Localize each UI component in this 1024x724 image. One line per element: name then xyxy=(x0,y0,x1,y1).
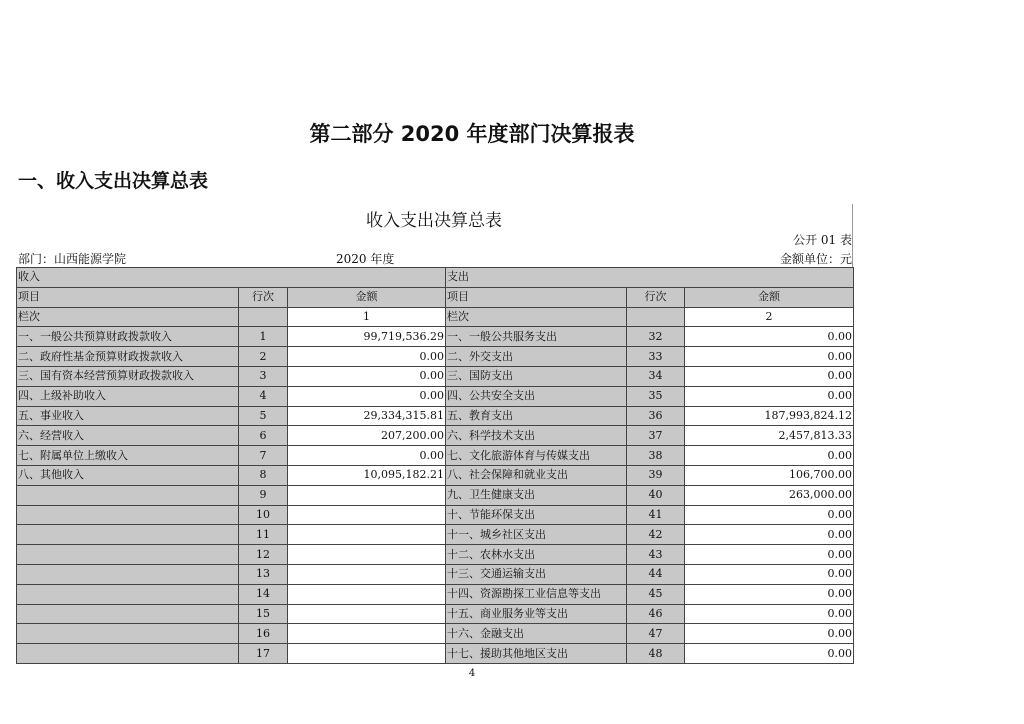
expense-section-header: 支出 xyxy=(446,268,854,288)
expense-amount-cell: 0.00 xyxy=(685,446,854,466)
expense-amount-cell: 0.00 xyxy=(685,386,854,406)
expense-line-cell: 46 xyxy=(627,604,685,624)
expense-line-cell: 48 xyxy=(627,644,685,664)
expense-amount-cell: 0.00 xyxy=(685,644,854,664)
income-line-cell: 2 xyxy=(239,347,288,367)
expense-amount-cell: 0.00 xyxy=(685,505,854,525)
income-item-cell xyxy=(17,545,239,565)
income-item-header: 项目 xyxy=(17,287,239,307)
expense-item-cell: 四、公共安全支出 xyxy=(446,386,627,406)
income-amount-cell xyxy=(288,644,446,664)
expense-line-header: 行次 xyxy=(627,287,685,307)
expense-item-cell: 二、外交支出 xyxy=(446,347,627,367)
income-line-cell: 8 xyxy=(239,465,288,485)
income-line-cell: 13 xyxy=(239,564,288,584)
income-item-cell: 五、事业收入 xyxy=(17,406,239,426)
expense-amount-cell: 2,457,813.33 xyxy=(685,426,854,446)
expense-line-cell: 42 xyxy=(627,525,685,545)
income-lanci-number: 1 xyxy=(288,307,446,327)
expense-amount-header: 金额 xyxy=(685,287,854,307)
expense-line-cell: 44 xyxy=(627,564,685,584)
table-row xyxy=(17,505,854,525)
income-amount-cell xyxy=(288,505,446,525)
expense-item-cell: 十、节能环保支出 xyxy=(446,505,627,525)
income-amount-cell: 10,095,182.21 xyxy=(288,465,446,485)
expense-item-cell: 三、国防支出 xyxy=(446,366,627,386)
income-item-cell: 三、国有资本经营预算财政拨款收入 xyxy=(17,366,239,386)
expense-amount-cell: 263,000.00 xyxy=(685,485,854,505)
income-amount-cell: 207,200.00 xyxy=(288,426,446,446)
income-item-cell: 二、政府性基金预算财政拨款收入 xyxy=(17,347,239,367)
income-item-cell xyxy=(17,505,239,525)
expense-line-cell: 37 xyxy=(627,426,685,446)
expense-line-cell: 36 xyxy=(627,406,685,426)
income-amount-cell: 0.00 xyxy=(288,386,446,406)
section-header-row xyxy=(17,268,854,288)
income-lanci-label: 栏次 xyxy=(17,307,239,327)
table-row xyxy=(17,406,854,426)
amount-unit-label: 金额单位：元 xyxy=(779,252,852,266)
income-amount-cell: 0.00 xyxy=(288,347,446,367)
expense-item-cell: 一、一般公共服务支出 xyxy=(446,327,627,347)
income-line-cell: 7 xyxy=(239,446,288,466)
income-line-cell: 14 xyxy=(239,584,288,604)
table-row xyxy=(17,644,854,664)
expense-amount-cell: 0.00 xyxy=(685,604,854,624)
expense-line-cell: 47 xyxy=(627,624,685,644)
expense-amount-cell: 0.00 xyxy=(685,347,854,367)
expense-item-cell: 十六、金融支出 xyxy=(446,624,627,644)
expense-amount-cell: 0.00 xyxy=(685,564,854,584)
income-line-cell: 3 xyxy=(239,366,288,386)
income-line-cell: 5 xyxy=(239,406,288,426)
income-item-cell: 四、上级补助收入 xyxy=(17,386,239,406)
expense-line-cell: 39 xyxy=(627,465,685,485)
expense-line-cell: 41 xyxy=(627,505,685,525)
income-line-cell: 1 xyxy=(239,327,288,347)
income-item-cell xyxy=(17,604,239,624)
expense-amount-cell: 0.00 xyxy=(685,327,854,347)
table-row xyxy=(17,327,854,347)
income-amount-cell xyxy=(288,525,446,545)
table-row xyxy=(17,584,854,604)
table-row xyxy=(17,446,854,466)
income-item-cell xyxy=(17,485,239,505)
income-line-cell: 11 xyxy=(239,525,288,545)
expense-line-cell: 33 xyxy=(627,347,685,367)
expense-amount-cell: 0.00 xyxy=(685,545,854,565)
expense-amount-cell: 0.00 xyxy=(685,525,854,545)
department-label: 部门：山西能源学院 xyxy=(18,252,127,266)
income-item-cell xyxy=(17,564,239,584)
table-row xyxy=(17,465,854,485)
form-number: 公开 01 表 xyxy=(793,233,852,247)
income-amount-cell xyxy=(288,624,446,644)
expense-item-cell: 八、社会保障和就业支出 xyxy=(446,465,627,485)
income-item-cell xyxy=(17,584,239,604)
income-expense-table xyxy=(16,267,854,664)
expense-item-header: 项目 xyxy=(446,287,627,307)
expense-amount-cell: 0.00 xyxy=(685,624,854,644)
expense-lanci-label: 栏次 xyxy=(446,307,627,327)
income-item-cell: 一、一般公共预算财政拨款收入 xyxy=(17,327,239,347)
income-amount-header: 金额 xyxy=(288,287,446,307)
expense-item-cell: 十五、商业服务业等支出 xyxy=(446,604,627,624)
expense-amount-cell: 187,993,824.12 xyxy=(685,406,854,426)
expense-item-cell: 十四、资源勘探工业信息等支出 xyxy=(446,584,627,604)
table-row xyxy=(17,564,854,584)
income-amount-cell xyxy=(288,564,446,584)
table-row xyxy=(17,604,854,624)
column-header-row xyxy=(17,287,854,307)
income-line-cell: 9 xyxy=(239,485,288,505)
expense-line-cell: 32 xyxy=(627,327,685,347)
expense-lanci-blank xyxy=(627,307,685,327)
income-item-cell: 七、附属单位上缴收入 xyxy=(17,446,239,466)
income-amount-cell xyxy=(288,584,446,604)
table-row xyxy=(17,426,854,446)
income-item-cell xyxy=(17,525,239,545)
expense-item-cell: 六、科学技术支出 xyxy=(446,426,627,446)
expense-item-cell: 五、教育支出 xyxy=(446,406,627,426)
income-amount-cell: 99,719,536.29 xyxy=(288,327,446,347)
year-label: 2020 年度 xyxy=(336,252,395,266)
income-amount-cell: 29,334,315.81 xyxy=(288,406,446,426)
income-line-cell: 12 xyxy=(239,545,288,565)
expense-item-cell: 七、文化旅游体育与传媒支出 xyxy=(446,446,627,466)
table-row xyxy=(17,386,854,406)
income-amount-cell xyxy=(288,545,446,565)
table-row xyxy=(17,525,854,545)
expense-line-cell: 35 xyxy=(627,386,685,406)
income-section-header: 收入 xyxy=(17,268,446,288)
table-row xyxy=(17,624,854,644)
income-item-cell xyxy=(17,624,239,644)
income-line-cell: 4 xyxy=(239,386,288,406)
table-row xyxy=(17,347,854,367)
table-body xyxy=(17,268,854,664)
income-line-header: 行次 xyxy=(239,287,288,307)
income-lanci-blank xyxy=(239,307,288,327)
expense-line-cell: 45 xyxy=(627,584,685,604)
expense-item-cell: 十一、城乡社区支出 xyxy=(446,525,627,545)
table-row xyxy=(17,545,854,565)
income-line-cell: 16 xyxy=(239,624,288,644)
expense-line-cell: 38 xyxy=(627,446,685,466)
expense-line-cell: 43 xyxy=(627,545,685,565)
income-line-cell: 15 xyxy=(239,604,288,624)
column-index-row xyxy=(17,307,854,327)
income-line-cell: 6 xyxy=(239,426,288,446)
income-amount-cell: 0.00 xyxy=(288,366,446,386)
expense-item-cell: 九、卫生健康支出 xyxy=(446,485,627,505)
income-amount-cell: 0.00 xyxy=(288,446,446,466)
income-line-cell: 17 xyxy=(239,644,288,664)
income-amount-cell xyxy=(288,485,446,505)
table-frame-line xyxy=(852,204,853,267)
income-item-cell xyxy=(17,644,239,664)
expense-item-cell: 十七、援助其他地区支出 xyxy=(446,644,627,664)
table-title: 收入支出决算总表 xyxy=(366,211,502,231)
expense-line-cell: 40 xyxy=(627,485,685,505)
income-item-cell: 六、经营收入 xyxy=(17,426,239,446)
expense-amount-cell: 106,700.00 xyxy=(685,465,854,485)
table-row xyxy=(17,366,854,386)
page-title: 第二部分 2020 年度部门决算报表 xyxy=(309,122,635,146)
income-item-cell: 八、其他收入 xyxy=(17,465,239,485)
expense-amount-cell: 0.00 xyxy=(685,584,854,604)
section-title: 一、收入支出决算总表 xyxy=(18,170,209,192)
expense-item-cell: 十三、交通运输支出 xyxy=(446,564,627,584)
expense-item-cell: 十二、农林水支出 xyxy=(446,545,627,565)
expense-lanci-number: 2 xyxy=(685,307,854,327)
page-number: 4 xyxy=(468,668,476,679)
expense-amount-cell: 0.00 xyxy=(685,366,854,386)
table-row xyxy=(17,485,854,505)
income-amount-cell xyxy=(288,604,446,624)
expense-line-cell: 34 xyxy=(627,366,685,386)
income-line-cell: 10 xyxy=(239,505,288,525)
